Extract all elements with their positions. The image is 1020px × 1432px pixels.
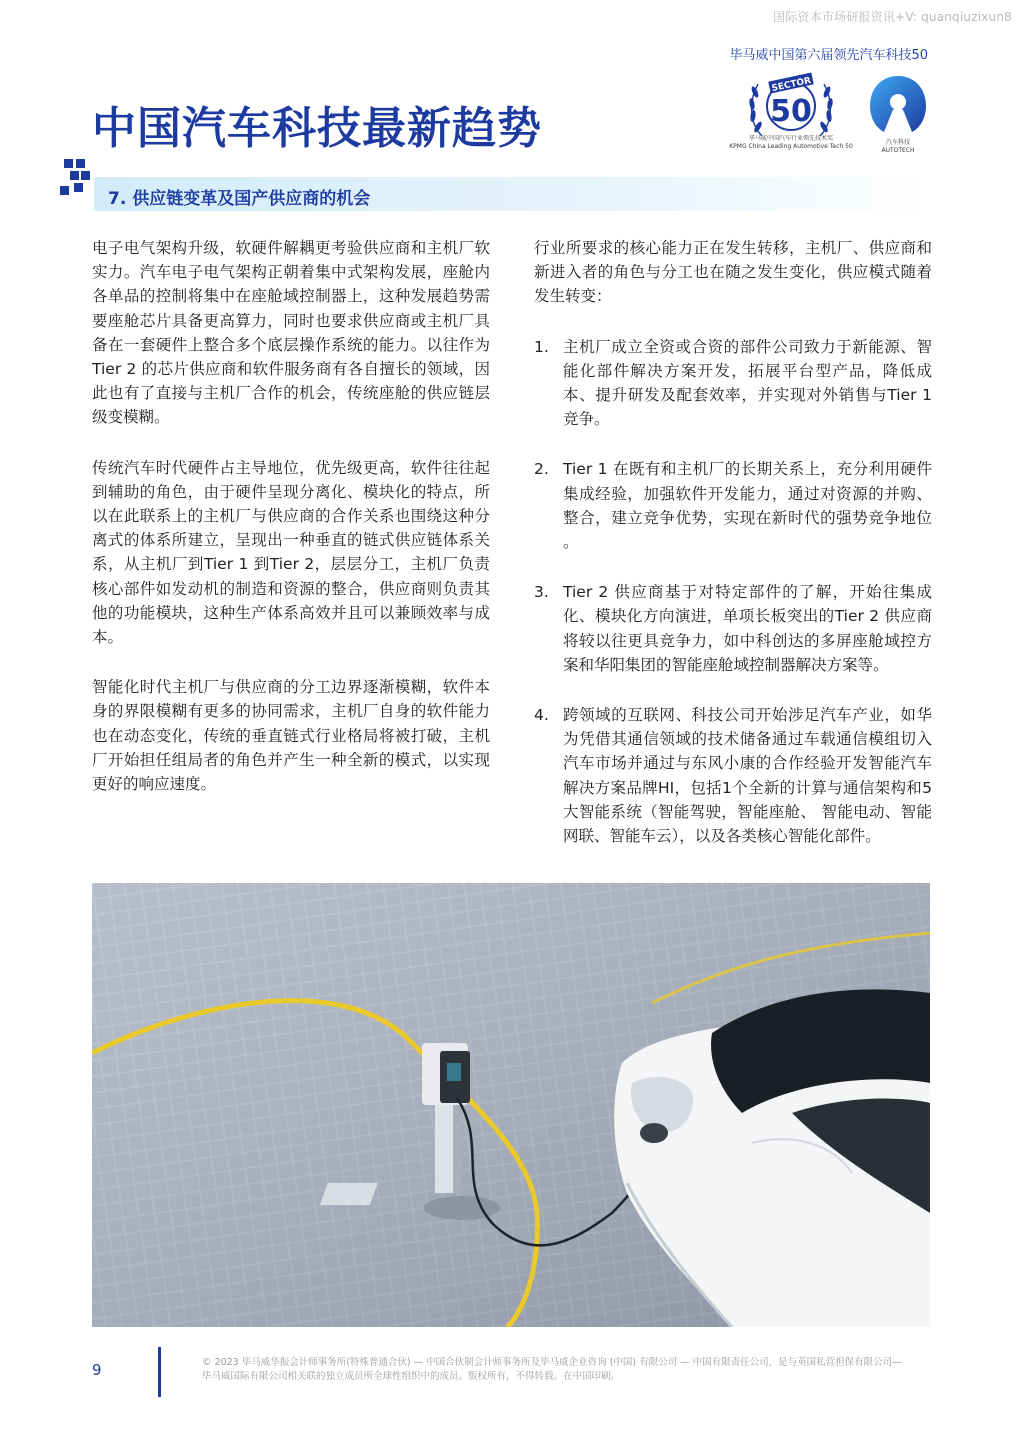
- right-column: [534, 236, 932, 874]
- section-title: 7. 供应链变革及国产供应商的机会: [108, 189, 371, 209]
- list-number: 3.: [534, 583, 549, 602]
- left-column: [92, 236, 490, 822]
- paragraph: 智能化时代主机厂与供应商的分工边界逐渐模糊，软件本身的界限模糊有更多的协同需求，主机厂自身的软件能力也在动态变化，传统的垂直链式行业格局将被打破，主机厂开始担任组局者的角色并产生一种全新的模式，以实现更好的响应速度。: [92, 678, 490, 794]
- list-item: [534, 457, 932, 554]
- autotech-logo-caption: 汽车科技 AUTOTECH: [881, 139, 915, 154]
- sector-logo-caption: 毕马威中国汽车行业领先技术奖 KPMG China Leading Automotive Tech 50: [729, 135, 853, 150]
- list-number: 2.: [534, 460, 549, 479]
- intro-paragraph: 行业所要求的核心能力正在发生转移，主机厂、供应商和新进入者的角色与分工也在随之发生变化，供应模式随着发生转变：: [534, 239, 932, 306]
- award-line: 毕马威中国第六届领先汽车科技50: [729, 48, 928, 63]
- list-item-text: Tier 2 供应商基于对特定部件的了解，开始往集成化、模块化方向演进，单项长板突出的Tier 2 供应商将较以往更具竞争力，如中科创达的多屏座舱域控方案和华阳集团的智能座舱域控制器解决方案等。: [563, 583, 932, 674]
- watermark: 国际资本市场研报资讯+V: quanqiuzixun8: [773, 10, 1012, 24]
- legal-line: © 2023 毕马威华振会计师事务所(特殊普通合伙) — 中国合伙制会计师事务所及毕马威企业咨询 (中国) 有限公司 — 中国有限责任公司，是与英国私营担保有限公司—: [202, 1357, 902, 1368]
- list-item: [534, 703, 932, 848]
- autotech-a-logo: [866, 72, 930, 136]
- paragraph: 传统汽车时代硬件占主导地位，优先级更高，软件往往起到辅助的角色，由于硬件呈现分离化、模块化的特点，所以在此联系上的主机厂与供应商的合作关系也围绕这种分离式的体系所建立，呈现出一种垂直的链式供应链体系关系，从主机厂到Tier 1 到Tier 2，层层分工，主机厂负责核心部件如发动机的制造和资源的整合，供应商则负责其他的功能模块，这种生产体系高效并且可以兼顾效率与成本。: [92, 458, 490, 647]
- list-item-text: Tier 1 在既有和主机厂的长期关系上，充分利用硬件集成经验，加强软件开发能力，通过对资源的并购、整合，建立竞争优势，实现在新时代的强势竞争地位 。: [563, 460, 932, 552]
- sector-logo-top-text: SECTOR: [770, 75, 813, 95]
- list-item: [534, 335, 932, 432]
- sector-logo-number: 50: [770, 94, 812, 129]
- legal-line: 毕马威国际有限公司相关联的独立成员所全球性组织中的成员。版权所有，不得转载。在中国印刷。: [202, 1371, 621, 1382]
- page-title: 中国汽车科技最新趋势: [92, 103, 542, 154]
- list-item-text: 主机厂成立全资或合资的部件公司致力于新能源、智能化部件解决方案开发，拓展平台型产品，降低成本、提升研发及配套效率，并实现对外销售与Tier 1 竞争。: [563, 337, 932, 429]
- list-item: [534, 580, 932, 677]
- list-item-text: 跨领域的互联网、科技公司开始涉足汽车产业，如华为凭借其通信领域的技术储备通过车载通信模组切入汽车市场并通过与东风小康的合作经验开发智能汽车解决方案品牌HI，包括1个全新的计算与通信架构和5大智能系统（智能驾驶，智能座舱、 智能电动、智能网联、智能车云），以及各类核心智能化部件。: [563, 706, 932, 846]
- list-number: 4.: [534, 706, 549, 725]
- paragraph: 电子电气架构升级，软硬件解耦更考验供应商和主机厂软实力。汽车电子电气架构正朝着集中式架构发展，座舱内各单品的控制将集中在座舱域控制器上，这种发展趋势需要座舱芯片具备更高算力，同时也要求供应商或主机厂具备在一套硬件上整合多个底层操作系统的能力。以往作为Tier 2 的芯片供应商和软件服务商有各自擅长的领域，因此也有了直接与主机厂合作的机会，传统座舱的供应链层级变模糊。: [92, 239, 490, 427]
- footer-legal-text: [202, 1356, 942, 1384]
- numbered-list: [534, 335, 932, 849]
- page-number: 9: [92, 1361, 102, 1379]
- list-number: 1.: [534, 337, 549, 356]
- ev-charging-photo: [92, 883, 930, 1327]
- pixel-block-icon: [60, 159, 90, 197]
- footer-divider: [158, 1347, 161, 1397]
